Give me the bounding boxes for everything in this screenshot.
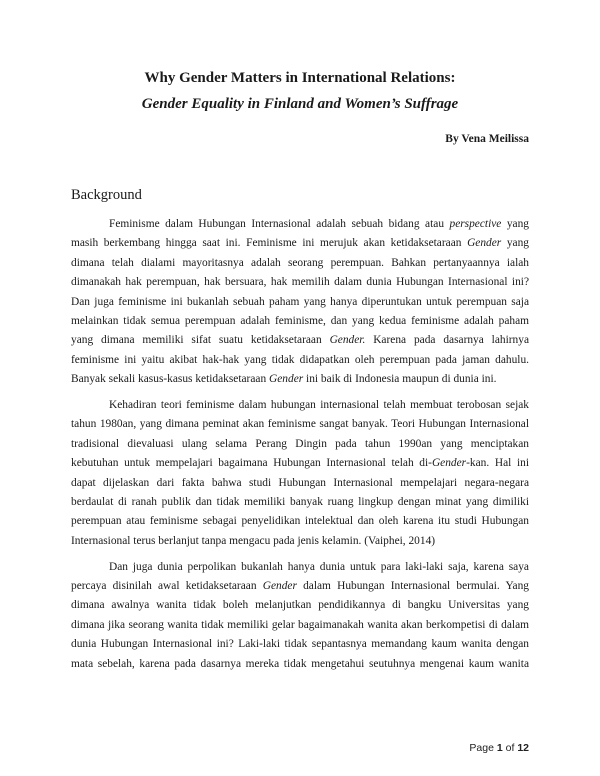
section-heading-background: Background [71, 187, 142, 203]
text-line: dimanakah hak perempuan, hak bersuara, hak memilih dalam dunia Hubungan Internasional ini? [71, 276, 529, 289]
text-line: Internasional terus berlanjut tanpa mengacu pada jenis kelamin. (Vaiphei, 2014) [71, 534, 436, 547]
text-line: Kehadiran teori feminisme dalam hubungan internasional telah membuat terobosan sejak [109, 399, 529, 412]
text-line: Dan juga feminisme ini bukanlah sebuah paham yang hanya diperuntukan untuk perempuan saja [71, 295, 529, 308]
footer-page-number: 1 [496, 742, 503, 754]
text-line: dimana jika seorang wanita tidak memiliki gelar bagaimanakah wanita akan berkompetisi di dalam [71, 618, 529, 631]
text-line: yang dimana memiliki sifat suatu ketidaksetaraan Gender. Karena pada dasarnya lahirnya [71, 334, 530, 347]
italic-term: Gender. [329, 334, 366, 347]
text-line: dimana telah dialami mayoritasnya adalah seorang perempuan. Bahkan pertanyaannya ialah [71, 256, 529, 269]
text-line: Banyak sekali kasus-kasus ketidaksetaraan Gender ini baik di Indonesia maupun di dunia ini. [71, 373, 497, 386]
footer-total-pages: 12 [517, 742, 529, 754]
text-line: dimana awalnya wanita tidak boleh melanjutkan pendidikannya di bangku Universitas yang [71, 599, 529, 612]
document-title: Why Gender Matters in International Relations: [144, 70, 456, 86]
body-paragraph [71, 558, 529, 674]
text-line: mata sebelah, karena pada dasarnya mereka tidak mengetahui seutuhnya mengenai kaum wanita [71, 657, 529, 670]
text-line: tradisional dievaluasi ulang selama Perang Dingin pada tahun 1990an yang menciptakan [71, 437, 529, 450]
italic-term: perspective [449, 218, 502, 230]
italic-term: Gender [431, 457, 467, 470]
footer-page-label: Page [469, 742, 494, 754]
footer-of-label: of [505, 742, 515, 754]
text-line: melainkan tidak semua perempuan adalah feminisme, dan yang kedua feminisme adalah paham [71, 314, 529, 327]
text-line: Feminisme dalam Hubungan Internasional adalah sebuah bidang atau perspective yang [109, 218, 529, 230]
body-paragraph [71, 215, 529, 390]
document-subtitle: Gender Equality in Finland and Women’s Suffrage [141, 96, 459, 112]
italic-term: Gender [269, 373, 304, 386]
page-footer [469, 742, 529, 754]
text-line: berdaulat di ranah publik dan tidak memiliki banyak ruang lingkup dengan minat yang dimiliki [71, 495, 529, 508]
text-line: kebutuhan untuk mempelajari bagaimana Hubungan Internasional telah di-Gender-kan. Hal ini [71, 457, 529, 470]
text-line: perempuan atau feminisme sebagai penyelidikan intelektual dan oleh karena itu studi Hubungan [71, 515, 529, 528]
body-paragraph [71, 396, 529, 551]
italic-term: Gender [467, 237, 502, 250]
text-line: dapat dijelaskan dari fakta bahwa studi Hubungan Internasional mempelajari negara-negara [71, 476, 529, 489]
text-line: masih berkembang hingga saat ini. Feminisme ini merujuk akan ketidaksetaraan Gender yang [71, 237, 529, 250]
text-line: feminisme ini yaitu akibat hak-hak yang tidak didapatkan oleh perempuan pada jaman dahulu. [71, 353, 529, 366]
text-line: Dan juga dunia perpolikan bukanlah hanya dunia untuk para laki-laki saja, karena saya [109, 560, 529, 573]
author-byline: By Vena Meilissa [445, 133, 529, 145]
text-line: percaya disinilah awal ketidaksetaraan Gender dalam Hubungan Internasional bermulai. Yang [71, 580, 529, 593]
body-text [71, 215, 529, 680]
text-line: dunia Hubungan Internasional ini? Laki-laki tidak sepantasnya memandang kaum wanita dengan [71, 638, 529, 651]
italic-term: Gender [262, 580, 297, 593]
text-line: tahun 1980an, yang dimana peminat akan feminisme sangat banyak. Teori Hubungan Internasional [71, 418, 529, 431]
